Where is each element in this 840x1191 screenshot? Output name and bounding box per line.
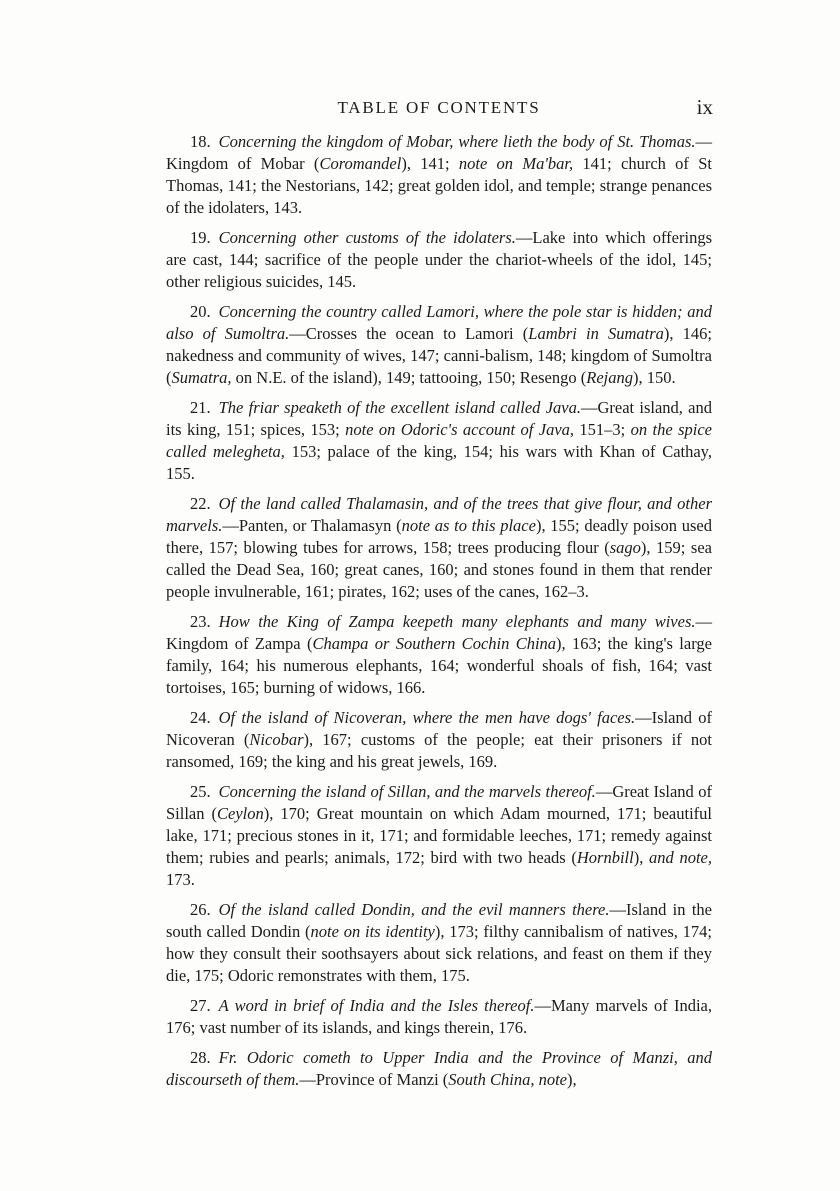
entry-italic-text: Of the island of Nicoveran, where the men have dogs' faces. [218,708,636,727]
entry-text: —Great Island of Sillan ( [166,782,713,823]
contents-list [166,131,712,1099]
contents-entry [166,611,712,699]
entry-text: ), [567,1070,577,1089]
page-title: TABLE OF CONTENTS [337,98,541,117]
contents-entry [166,707,712,773]
contents-entry [166,131,712,219]
entry-text: ), 173; filthy cannibalism of natives, 174; how they consult their soothsayers about sick relations, and feast on them if they die, 175; Odoric remonstrates with them, 175. [166,922,712,985]
contents-entry [166,995,712,1039]
entry-text: ), 150. [633,368,676,387]
entry-italic-text: and note, [649,848,712,867]
entry-text: —Kingdom of Zampa ( [166,612,712,653]
contents-entry [166,227,712,293]
entry-italic-text: The friar speaketh of the excellent island called Java. [218,398,581,417]
entry-text: ), 141; [401,154,459,173]
entry-italic-text: Champa or Southern Cochin China [312,634,557,653]
entry-italic-text: Concerning other customs of the idolaters. [218,228,516,247]
entry-text: 151–3; [574,420,631,439]
entry-number: 21. [190,398,211,417]
entry-text: ), 163; the king's large family, 164; his numerous elephants, 164; wonderful shoals of fish, 164; vast tortoises, 165; burning of widows, 166. [166,634,712,697]
entry-number: 22. [190,494,211,513]
entry-text: —Panten, or Thalamasyn ( [222,516,402,535]
entry-text: on N.E. of the island), 149; tattooing, 150; Resengo ( [231,368,587,387]
entry-italic-text: South China, note [448,1070,568,1089]
entry-number: 25. [190,782,211,801]
entry-text: ), 155; deadly poison used there, 157; blowing tubes for arrows, 158; trees producing flour ( [166,516,713,557]
entry-italic-text: Nicobar [249,730,304,749]
entry-italic-text: Concerning the island of Sillan, and the marvels thereof. [218,782,596,801]
entry-text: —Lake into which offerings are cast, 144; sacrifice of the people under the chariot-wheels of the idol, 145; other religious suicides, 145. [166,228,712,291]
entry-italic-text: note on its identity [310,922,435,941]
entry-text: —Island in the south called Dondin ( [166,900,712,941]
entry-italic-text: Ceylon [217,804,264,823]
entry-italic-text: How the King of Zampa keepeth many elephants and many wives. [218,612,696,631]
contents-entry [166,397,712,485]
entry-text: —Island of Nicoveran ( [166,708,713,749]
entry-italic-text: note on Odoric's account of Java, [345,420,575,439]
entry-number: 24. [190,708,211,727]
entry-text: 173. [166,870,195,889]
contents-entry [166,1047,712,1091]
entry-italic-text: Of the land called Thalamasin, and of the trees that give flour, and other marvels. [166,494,712,535]
entry-number: 27. [190,996,211,1015]
entry-italic-text: sago [609,538,641,557]
entry-text: —Kingdom of Mobar ( [166,132,712,173]
entry-italic-text: Hornbill [576,848,634,867]
entry-number: 23. [190,612,211,631]
entry-italic-text: note as to this place [401,516,536,535]
entry-italic-text: Rejang [586,368,633,387]
entry-number: 28. [190,1048,211,1067]
entry-italic-text: Concerning the country called Lamori, where the pole star is hidden; and also of Sumoltra. [166,302,712,343]
contents-entry [166,301,712,389]
entry-number: 20. [190,302,211,321]
entry-text: ), [633,848,650,867]
entry-text: ), 167; customs of the people; eat their prisoners if not ransomed, 169; the king and his great jewels, 169. [166,730,712,771]
page-number: ix [696,95,713,119]
entry-number: 19. [190,228,211,247]
entry-italic-text: Sumatra, [171,368,232,387]
entry-number: 18. [190,132,211,151]
running-head [165,96,713,120]
entry-text: —Many marvels of India, 176; vast number of its islands, and kings therein, 176. [166,996,712,1037]
entry-italic-text: Lambri in Sumatra [528,324,664,343]
contents-entry [166,899,712,987]
entry-italic-text: Of the island called Dondin, and the evil manners there. [218,900,610,919]
entry-text: ), 159; sea called the Dead Sea, 160; great canes, 160; and stones found in them that render people invulnerable, 161; pirates, 162; uses of the canes, 162–3. [166,538,712,601]
entry-italic-text: A word in brief of India and the Isles thereof. [218,996,535,1015]
entry-italic-text: Fr. Odoric cometh to Upper India and the Province of Manzi, and discourseth of them. [166,1048,712,1089]
entry-italic-text: on the spice called melegheta, [166,420,712,461]
entry-number: 26. [190,900,211,919]
entry-italic-text: Concerning the kingdom of Mobar, where lieth the body of St. Thomas. [218,132,696,151]
entry-text: ), 170; Great mountain on which Adam mourned, 171; beautiful lake, 171; precious stones in it, 171; and formidable leeches, 171; remedy against them; rubies and pearls; animals, 172; bird with two heads ( [166,804,712,867]
entry-text: 153; palace of the king, 154; his wars with Khan of Cathay, 155. [166,442,712,483]
contents-entry [166,493,712,603]
entry-text: —Province of Manzi ( [299,1070,449,1089]
contents-entry [166,781,712,891]
entry-italic-text: note on Ma'bar, [458,154,574,173]
entry-text: ), 146; nakedness and community of wives, 147; canni-balism, 148; kingdom of Sumoltra ( [166,324,712,387]
entry-text: —Great island, and its king, 151; spices, 153; [166,398,712,439]
entry-italic-text: Coromandel [319,154,402,173]
entry-text: 141; church of St Thomas, 141; the Nestorians, 142; great golden idol, and temple; strange penances of the idolaters, 143. [166,154,712,217]
entry-text: —Crosses the ocean to Lamori ( [289,324,529,343]
